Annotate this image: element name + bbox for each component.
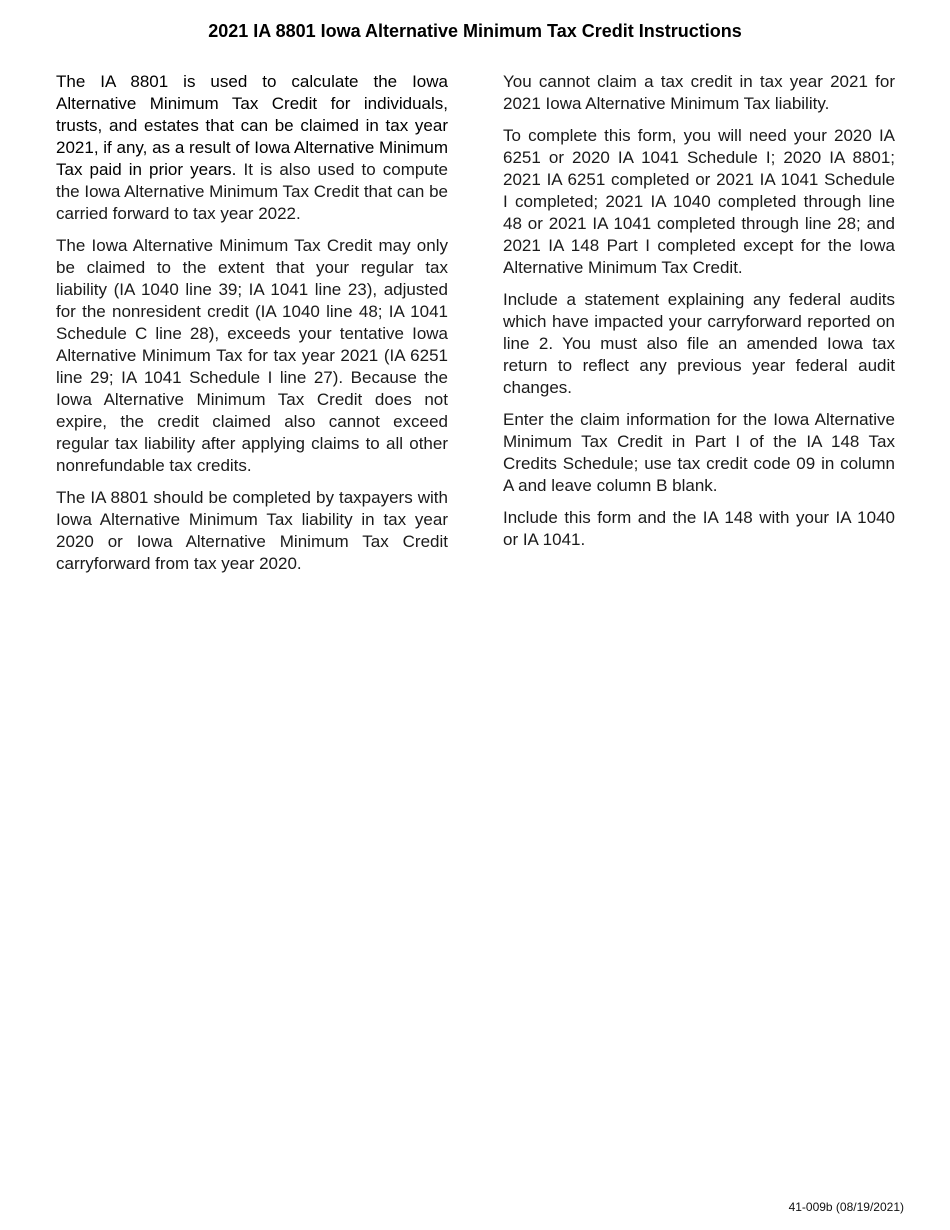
paragraph-purpose-tail: It is also used to compute the Iowa Alternative Minimum Tax Credit that can be carried forward to tax year 2022.: [56, 160, 448, 223]
page-title: 2021 IA 8801 Iowa Alternative Minimum Tax Credit Instructions: [208, 21, 742, 41]
paragraph-who-completes: The IA 8801 should be completed by taxpayers with Iowa Alternative Minimum Tax liability in tax year 2020 or Iowa Alternative Minimum Tax Credit carryforward from tax year 2020.: [56, 488, 448, 573]
form-code: 41-009b (08/19/2021): [788, 1200, 904, 1214]
right-column: [503, 71, 895, 561]
left-column: [56, 71, 448, 585]
paragraph-include-form: Include this form and the IA 148 with your IA 1040 or IA 1041.: [503, 508, 895, 549]
paragraph-purpose-lead: The IA 8801 is used to calculate the Iowa Alternative Minimum Tax Credit for individuals, trusts, and estates that can be claimed in tax year 2021, if any, as a result of Iowa Alternative Minimum Tax paid in prior years.: [56, 72, 448, 179]
paragraph-no-current-year-claim: You cannot claim a tax credit in tax year 2021 for 2021 Iowa Alternative Minimum Tax liability.: [503, 72, 895, 113]
paragraph-claim-information: Enter the claim information for the Iowa Alternative Minimum Tax Credit in Part I of the IA 148 Tax Credits Schedule; use tax credit code 09 in column A and leave column B blank.: [503, 410, 895, 495]
paragraph-required-forms: To complete this form, you will need your 2020 IA 6251 or 2020 IA 1041 Schedule I; 2020 IA 8801; 2021 IA 6251 completed or 2021 IA 1041 Schedule I completed; 2021 IA 1040 completed through line 48 or 2021 IA 1041 completed through line 28; and 2021 IA 148 Part I completed except for the Iowa Alternative Minimum Tax Credit.: [503, 126, 895, 277]
paragraph-credit-limit: The Iowa Alternative Minimum Tax Credit may only be claimed to the extent that your regular tax liability (IA 1040 line 39; IA 1041 line 23), adjusted for the nonresident credit (IA 1040 line 48; IA 1041 Schedule C line 28), exceeds your tentative Iowa Alternative Minimum Tax for tax year 2021 (IA 6251 line 29; IA 1041 Schedule I line 27). Because the Iowa Alternative Minimum Tax Credit does not expire, the credit claimed also cannot exceed regular tax liability after applying claims to all other nonrefundable tax credits.: [56, 236, 448, 475]
paragraph-federal-audits: Include a statement explaining any federal audits which have impacted your carryforward reported on line 2. You must also file an amended Iowa tax return to reflect any previous year federal audit changes.: [503, 290, 895, 397]
paragraph-purpose: [56, 71, 448, 225]
